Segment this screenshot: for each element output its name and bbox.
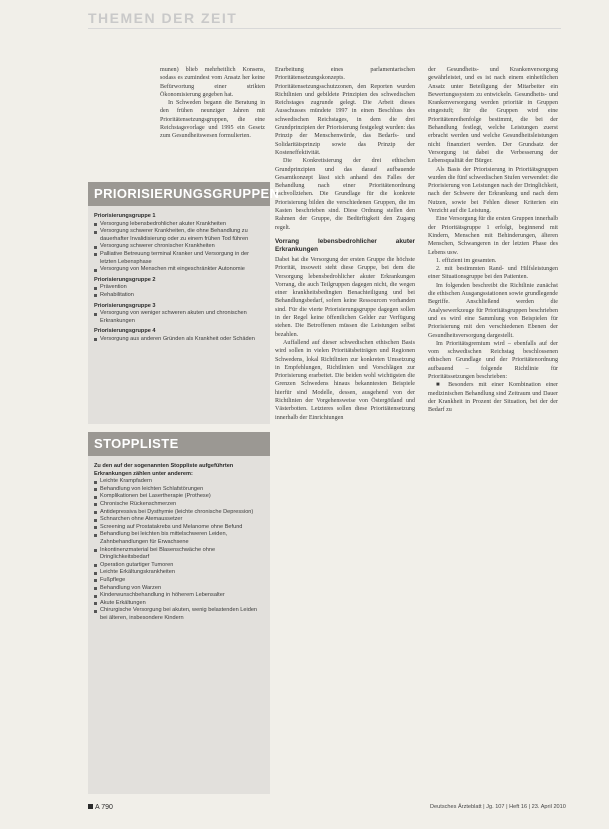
list-item: Inkontinenzmaterial bei Blasenschwäche ohne Dringlichkeitsbedarf xyxy=(94,547,264,562)
paragraph: Als Basis der Priorisierung in Prioritätsgruppen wurden die fünf schwedischen Stufen verwendet: die Priorisierung von Leistungen nach der Dringlichkeit, nach der Schwere der Erkrankung und nach dem Nutzen, sowie bei Fehlen dieser Kriterien ein Verzicht auf die Leistung. xyxy=(428,166,558,215)
group-heading: Priorisierungsgruppe 4 xyxy=(94,328,156,335)
list-item: Leichte Erkältungskrankheiten xyxy=(94,569,264,577)
group-heading: Priorisierungsgruppe 3 xyxy=(94,302,156,309)
header-divider xyxy=(88,28,561,29)
paragraph: Die Konkretisierung der drei ethischen Grundprinzipien und das darauf aufbauende Gesamtkonzept lässt sich anhand des Falles der Behandlung nach einer Prioritätenordnung nachvollziehen. Die Grundlage für die konkrete Priorisierung bilden die verschiedenen Gruppen, die im Kasten beschrieben sind. Diese Ordnung stellen den Rahmen der Gruppe, die Bedürftigkeit den Zugang regelt. xyxy=(275,158,415,231)
paragraph: Im Prioritätsgremium wird – ebenfalls auf der vom schwedischen Reichstag beschlossenen ethischen Grundlage und der Prioritätenordnung aufbauend – folgende Richtlinie für Prioritätssetzungen beschrieben: xyxy=(428,340,558,380)
group-heading: Priorisierungsgruppe 1 xyxy=(94,213,156,219)
paragraph: In Schweden begann die Beratung in den frühen neunziger Jahren mit Prioritätensetzungsgruppen, die eine Reichstagsvorlage und 1995 ein Gesetz zum Gesundheitswesen formulierten. xyxy=(160,100,265,140)
list-item: Palliative Betreuung terminal Kranker und Versorgung in der letzten Lebensphase xyxy=(94,251,264,266)
paragraph: 1. effizient im gesamten. xyxy=(436,257,497,264)
list-item: Rehabilitation xyxy=(94,292,264,300)
list-item: Prävention xyxy=(94,284,264,292)
paragraph: munen) blieb mehrheitlich Konsens, sodass es zumindest vom Ansatz her keine Befürwortung einer strikten Ökonomisierung gegeben hat. xyxy=(160,67,265,98)
priority-groups-box xyxy=(88,182,280,424)
page-number xyxy=(88,804,113,811)
list-item: Versorgung von weniger schweren akuten und chronischen Erkrankungen xyxy=(94,310,264,325)
paragraph: der Gesundheits- und Krankenversorgung gewährleistet, und es ist nach einem einheitlichen Ansatz unter Beteiligung der Mitarbeiter ein Bewertungssystem zu entwickeln. Gesundheits- und Krankenversorgung werden prioritär in Gruppen eingestuft; für die Gruppen wird eine Prioritätenreihenfolge bestimmt, die bei der Behandlung festlegt, welche Leistungen zuerst erbracht werden und welche Gesundheitsleistungen nicht finanziert werden. Der Grundsatz der Versorgung ist dabei die Verbesserung der Lebensqualität der Bürger. xyxy=(428,67,558,165)
text-column-3 xyxy=(428,66,558,414)
stop-list-box xyxy=(88,432,270,794)
list-item: Operation gutartiger Tumoren xyxy=(94,562,264,570)
list-item: Komplikationen bei Lasertherapie (Prothese) xyxy=(94,493,264,501)
list-item: Akute Erkältungen xyxy=(94,600,264,608)
paragraph: 2. mit bestimmten Rand- und Hilfsleistungen einer Situationsgruppe bei den Patienten. xyxy=(428,266,558,281)
paragraph: Im folgenden beschreibt die Richtlinie zunächst die ethischen Ausgangsstationen sowie grundlegende Begriffe. Anschließend werden die Analysewerkzeuge für Prioritätsgruppen beschrieben und es wird eine Sammlung von Beispielen für Priorisierung mit den verschiedenen Ebenen der Gesundheitsversorgung dargestellt. xyxy=(428,282,558,339)
list-item: Versorgung lebensbedrohlicher akuter Krankheiten xyxy=(94,221,264,229)
list-item: Behandlung von leichten Schlafstörungen xyxy=(94,486,264,494)
list-item: Versorgung schwerer Krankheiten, die ohne Behandlung zu dauerhafter Invalidisierung oder zu einem frühen Tod führen xyxy=(94,228,264,243)
list-item: Chronische Rückenschmerzen xyxy=(94,501,264,509)
list-item: Kinderwunschbehandlung in höherem Lebensalter xyxy=(94,592,264,600)
page-marker-icon xyxy=(88,804,93,809)
list-item: Versorgung von Menschen mit eingeschränkter Autonomie xyxy=(94,266,264,274)
list-item: Versorgung schwerer chronischer Krankheiten xyxy=(94,243,264,251)
list-item: Screening auf Prostatakrebs und Melanome ohne Befund xyxy=(94,524,264,532)
paragraph: Eine Versorgung für die ersten Gruppen innerhalb der Prioritätsgruppe 1 erfolgt, beginnend mit Kindern, Menschen mit Behinderungen, älteren Menschen, Schwangeren in der letzten Phase des Lebens usw. xyxy=(428,216,558,256)
list-item: Behandlung von Warzen xyxy=(94,585,264,593)
list-item: Fußpflege xyxy=(94,577,264,585)
list-item: Antidepressiva bei Dysthymie (leichte chronische Depression) xyxy=(94,509,264,517)
paragraph: Dabei hat die Versorgung der ersten Gruppe die höchste Priorität, insoweit steht diese Gruppe, bei dem die Versorgung lebensbedrohlicher akuter Erkrankungen Vorrang, die auch Teilgruppen dagegen nicht, die wegen einer krankheitsbedingten Benachteiligung und bei Behandlungsbedarf, sofern keine Ressourcen vorhanden sind. Für die vierte Priorisierungsgruppe dagegen sollen in der Regel keine öffentlichen Gelder zur Verfügung stehen. Die Betroffenen müssen die Leistungen selbst bezahlen. xyxy=(275,256,415,338)
paragraph: ■ Besonders mit einer Kombination einer medizinischen Behandlung sind Zeitraum und Dauer der Krankheit in Prozent der Situation, bei der der Bedarf zu xyxy=(428,382,558,414)
box-title: STOPPLISTE xyxy=(88,432,270,456)
paragraph: Auffallend auf dieser schwedischen ethischen Basis wird sollen in vielen Prioritätsbeiträgen und Regionen Schwedens, lokal Richtlinien zur konkreten Umsetzung in Empfehlungen, Richtlinien und Vorschlägen zur Priorisierung erarbeitet. Die beiden wohl wichtigsten die Grenzen Schwedens hinaus bekanntesten Beispiele hierfür sind Modelle, dessen, ausgehend von der Richtlinien der Vorgehensweise von Östergötland und Västerbotten. Letzteres sollen diese Prioritätensetzung innerhalb der Einrichtungen xyxy=(275,339,415,421)
list-item: Versorgung aus anderen Gründen als Krankheit oder Schäden xyxy=(94,336,264,344)
list-item: Leichte Krampfadern xyxy=(94,478,264,486)
text-column-1 xyxy=(160,66,265,141)
list-item: Schnarchen ohne Atemaussetzer xyxy=(94,516,264,524)
journal-citation: Deutsches Ärzteblatt | Jg. 107 | Heft 16 | 23. April 2010 xyxy=(430,804,566,810)
group-heading: Priorisierungsgruppe 2 xyxy=(94,276,156,283)
list-item: Chirurgische Versorgung bei akuten, wenig belastenden Leiden bei älteren, insbesondere Kindern xyxy=(94,607,264,622)
page-number-text: A 790 xyxy=(95,804,113,811)
box-intro: Zu den auf der sogenannten Stoppliste aufgeführten Erkrankungen zählen unter anderem: xyxy=(94,463,234,477)
paragraph: Erarbeitung eines parlamentarischen Prioritätensetzungskonzepts. Prioritätensetzungsschutzzonen, den Reporten wurden Richtlinien und gebildete Prinzipien des schwedischen Reichstages zugrunde gelegt. Die Arbeit dieses Ausschusses mündete 1997 in einen Beschluss des schwedischen Reichstages, in dem die drei Grundprinzipien der Priorisierung festgelegt wurden: das Prinzip der Menschenwürde, das Bedarfs- und Solidaritätsprinzip sowie das Prinzip der Kosteneffektivität. xyxy=(275,67,415,156)
list-item: Behandlung bei leichten bis mittelschweren Leiden, Zahnbehandlungen für Erwachsene xyxy=(94,531,264,546)
text-column-2 xyxy=(275,66,415,422)
box-title: PRIORISIERUNGSGRUPPEN xyxy=(88,182,270,206)
subheading: Vorrang lebensbedrohlicher akuter Erkrankungen xyxy=(275,237,415,253)
section-header: THEMEN DER ZEIT xyxy=(88,10,238,26)
